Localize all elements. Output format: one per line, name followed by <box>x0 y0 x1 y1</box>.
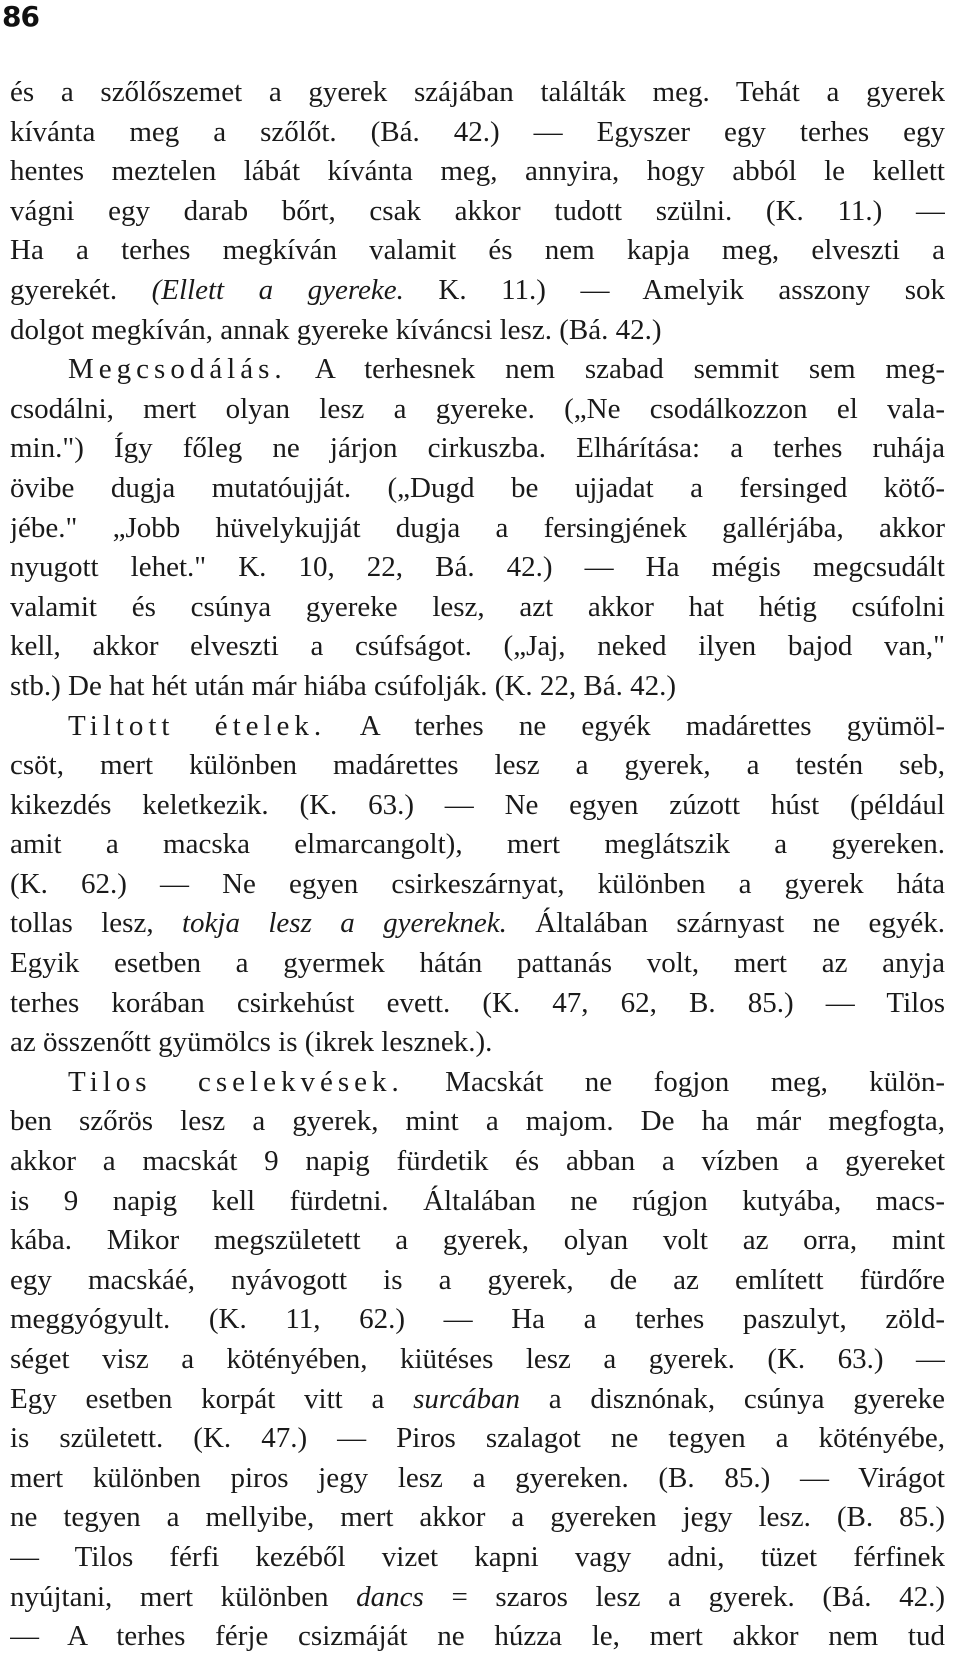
text-run: vágni egy darab bőrt, csak akkor tudott szülni. (K. 11.) — <box>10 194 945 227</box>
text-line <box>10 1063 945 1103</box>
text-run: kába. Mikor megszületett a gyerek, olyan volt az orra, mint <box>10 1224 945 1257</box>
italic-phrase: (Ellett a gyereke. <box>151 273 404 306</box>
text-line <box>10 1380 945 1420</box>
text-run: (K. 62.) — Ne egyen csirkeszárnyat, különben a gyerek háta <box>10 867 945 900</box>
text-line <box>10 707 945 747</box>
text-line <box>10 786 945 826</box>
text-run: Egyik esetben a gyermek hátán pattanás volt, mert az anyja <box>10 947 945 980</box>
text-run: amit a macska elmarcangolt), mert meglátszik a gyereken. <box>10 828 945 861</box>
text-run: a disznónak, csúnya gyereke <box>519 1382 945 1415</box>
text-run: = szaros lesz a gyerek. (Bá. 42.) <box>423 1580 945 1613</box>
text-run: — A terhes férje csizmáját ne húzza le, mert akkor nem tud <box>10 1620 945 1653</box>
text-run: meggyógyult. (K. 11, 62.) — Ha a terhes paszulyt, zöld- <box>10 1303 945 1336</box>
text-line <box>10 469 945 509</box>
text-run: övibe dugja mutatóujját. („Dugd be ujjadat a fersinged kötő- <box>10 471 945 504</box>
text-run: dolgot megkíván, annak gyereke kíváncsi lesz. (Bá. 42.) <box>10 313 662 346</box>
text-run: stb.) De hat hét után már hiába csúfolják. (K. 22, Bá. 42.) <box>10 669 677 702</box>
text-run: tollas lesz, <box>10 907 182 940</box>
text-run: ben szőrös lesz a gyerek, mint a majom. De ha már megfogta, <box>10 1105 945 1138</box>
text-run: gyerekét. <box>10 273 152 306</box>
text-line <box>10 825 945 865</box>
text-line <box>10 509 945 549</box>
text-run: K. 11.) — Amelyik asszony sok <box>403 273 945 306</box>
italic-phrase: surcában <box>413 1382 520 1415</box>
text-run: akkor a macskát 9 napig fürdetik és abban a vízben a gyereket <box>10 1145 945 1178</box>
text-run: — Tilos férfi kezéből vizet kapni vagy adni, tüzet férfinek <box>10 1540 945 1573</box>
section-heading: Megcsodálás. <box>68 353 287 386</box>
text-line <box>10 667 945 707</box>
text-run: is 9 napig kell fürdetni. Általában ne rúgjon kutyába, macs- <box>10 1184 945 1217</box>
text-run: valamit és csúnya gyereke lesz, azt akkor hat hétig csúfolni <box>10 590 945 623</box>
text-run: csodálni, mert olyan lesz a gyereke. („Ne csodálkozzon el vala- <box>10 392 945 425</box>
text-run: min.") Így főleg ne járjon cirkuszba. Elhárítása: a terhes ruhája <box>10 432 945 465</box>
text-line <box>10 1221 945 1261</box>
text-run: az összenőtt gyümölcs is (ikrek lesznek.). <box>10 1026 493 1059</box>
text-line <box>10 746 945 786</box>
text-line <box>10 1102 945 1142</box>
text-line <box>10 1498 945 1538</box>
text-line <box>10 1182 945 1222</box>
text-run: ne tegyen a mellyibe, mert akkor a gyereken jegy lesz. (B. 85.) <box>10 1501 945 1534</box>
text-line <box>10 1459 945 1499</box>
text-run: séget visz a kötényében, kiütéses lesz a gyerek. (K. 63.) — <box>10 1343 945 1375</box>
text-line <box>10 548 945 588</box>
text-line <box>10 1261 945 1301</box>
text-run: Macskát ne fogjon meg, külön- <box>403 1065 945 1098</box>
text-line <box>10 152 945 192</box>
text-line <box>10 231 945 271</box>
text-run: csöt, mert különben madárettes lesz a gyerek, a testén seb, <box>10 749 945 782</box>
text-line <box>10 1300 945 1340</box>
italic-phrase: tokja lesz a gyereknek. <box>181 907 507 940</box>
text-run: Egy esetben korpát vitt a <box>10 1382 414 1415</box>
text-line <box>10 350 945 390</box>
text-line <box>10 73 945 113</box>
section-heading: Tilos cselekvések. <box>68 1065 404 1098</box>
text-line <box>10 904 945 944</box>
text-run: és a szőlőszemet a gyerek szájában találták meg. Tehát a gyerek <box>10 76 945 108</box>
text-line <box>10 944 945 984</box>
text-line <box>10 1419 945 1459</box>
text-run: A terhes ne egyék madárettes gyümöl- <box>326 709 945 742</box>
text-run: egy macskáé, nyávogott is a gyerek, de az említett fürdőre <box>10 1263 945 1296</box>
text-run: nyújtani, mert különben <box>10 1580 357 1613</box>
text-line <box>10 311 945 351</box>
text-line <box>10 271 945 311</box>
text-line <box>10 1617 945 1657</box>
text-line <box>10 984 945 1024</box>
text-line <box>10 113 945 153</box>
text-line <box>10 1023 945 1063</box>
text-run: kikezdés keletkezik. (K. 63.) — Ne egyen zúzott húst (például <box>10 788 945 821</box>
text-line <box>10 865 945 905</box>
text-run: nyugott lehet." K. 10, 22, Bá. 42.) — Ha mégis megcsudált <box>10 551 945 584</box>
text-run: jébe." „Jobb hüvelykujját dugja a fersingjének gallérjába, akkor <box>10 511 945 544</box>
text-run: hentes meztelen lábát kívánta meg, annyira, hogy abból le kellett <box>10 155 945 188</box>
text-line <box>10 627 945 667</box>
text-run: is született. (K. 47.) — Piros szalagot ne tegyen a kötényébe, <box>10 1422 945 1455</box>
text-run: mert különben piros jegy lesz a gyereken. (B. 85.) — Virágot <box>10 1461 945 1494</box>
section-heading: Tiltott ételek. <box>68 709 327 742</box>
text-run: kell, akkor elveszti a csúfságot. („Jaj, neked ilyen bajod van," <box>10 630 945 663</box>
italic-phrase: dancs <box>356 1580 424 1613</box>
text-line <box>10 390 945 430</box>
text-line <box>10 588 945 628</box>
text-line <box>10 192 945 232</box>
text-line <box>10 1538 945 1578</box>
text-run: kívánta meg a szőlőt. (Bá. 42.) — Egyszer egy terhes egy <box>10 115 945 148</box>
text-run: Általában szárnyast ne egyék. <box>506 907 945 940</box>
text-line <box>10 1578 945 1618</box>
text-run: Ha a terhes megkíván valamit és nem kapja meg, elveszti a <box>10 234 945 267</box>
text-line <box>10 1340 945 1380</box>
text-run: terhes korában csirkehúst evett. (K. 47, 62, B. 85.) — Tilos <box>10 986 945 1019</box>
text-run: A terhesnek nem szabad semmit sem meg- <box>286 353 945 386</box>
body-text <box>10 73 945 1657</box>
text-line <box>10 429 945 469</box>
page-number: 86 <box>2 0 39 33</box>
text-line <box>10 1142 945 1182</box>
